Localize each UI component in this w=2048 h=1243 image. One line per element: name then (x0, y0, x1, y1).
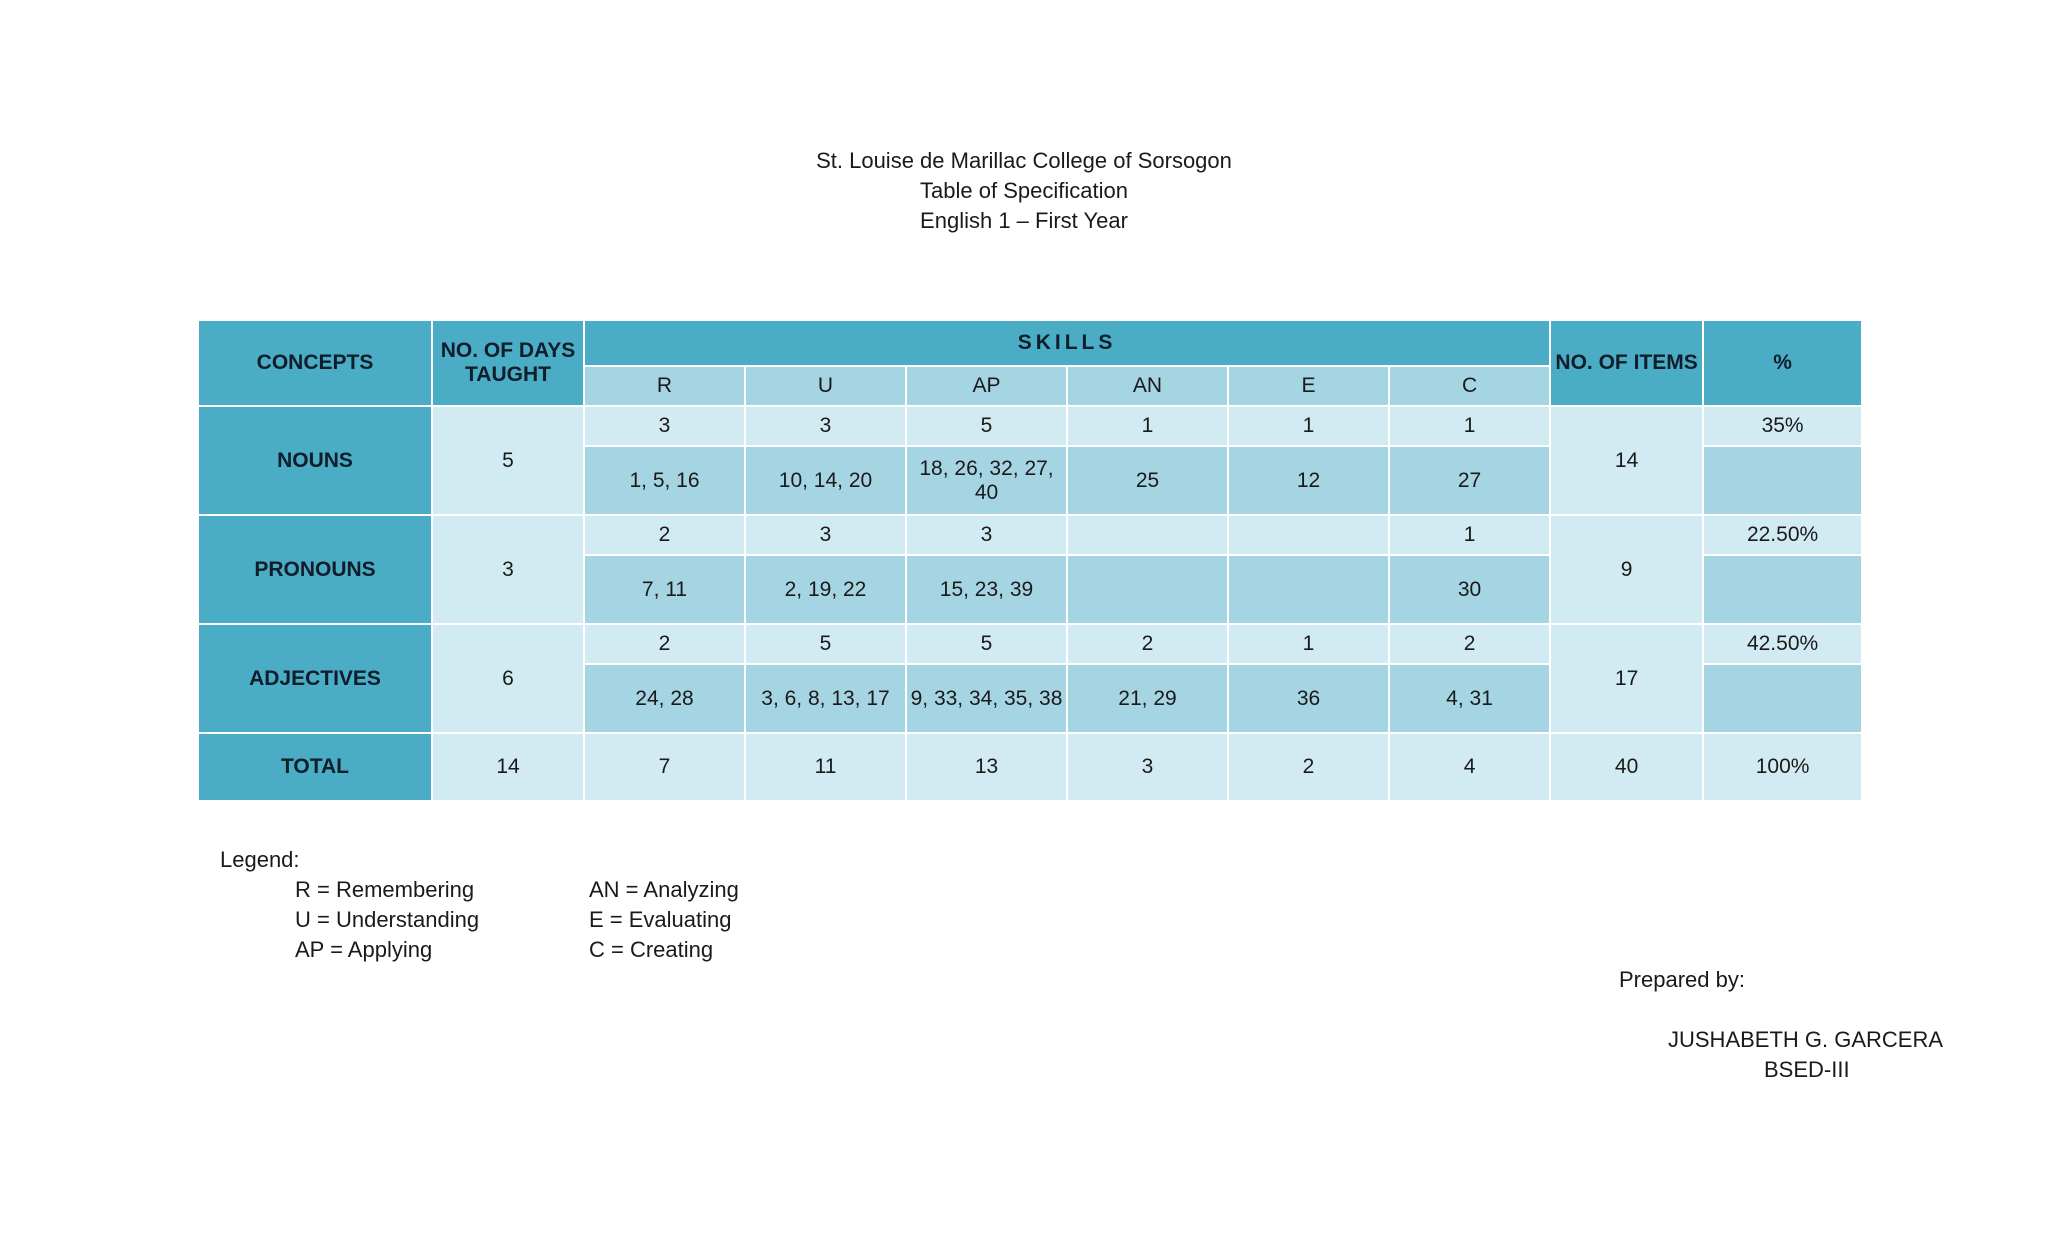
count-cell: 1 (1389, 515, 1550, 555)
empty-cell (1703, 446, 1862, 515)
legend-column-1 (295, 875, 479, 965)
table-row (198, 515, 1862, 555)
document-title: Table of Specification (920, 178, 1128, 203)
items-cell (1228, 555, 1389, 624)
items-cell: 36 (1228, 664, 1389, 733)
count-cell: 2 (1389, 624, 1550, 664)
legend-item: E = Evaluating (589, 907, 732, 932)
skill-header-e: E (1228, 366, 1389, 406)
days-cell: 6 (432, 624, 584, 733)
items-cell: 30 (1389, 555, 1550, 624)
items-cell: 12 (1228, 446, 1389, 515)
empty-cell (1703, 664, 1862, 733)
total-days-cell: 14 (432, 733, 584, 801)
total-items-cell: 9 (1550, 515, 1703, 624)
subject-title: English 1 – First Year (920, 208, 1128, 233)
items-cell: 7, 11 (584, 555, 745, 624)
legend-column-2 (589, 875, 739, 965)
count-cell: 1 (1389, 406, 1550, 446)
days-cell: 5 (432, 406, 584, 515)
skill-header-r: R (584, 366, 745, 406)
total-count-cell: 3 (1067, 733, 1228, 801)
header-days-taught: NO. OF DAYS TAUGHT (432, 320, 584, 406)
percent-cell: 42.50% (1703, 624, 1862, 664)
percent-cell: 22.50% (1703, 515, 1862, 555)
items-cell: 1, 5, 16 (584, 446, 745, 515)
legend-item: C = Creating (589, 937, 714, 962)
count-cell: 1 (1228, 406, 1389, 446)
items-cell: 24, 28 (584, 664, 745, 733)
legend-item: AN = Analyzing (589, 877, 739, 902)
document-heading (0, 146, 2048, 236)
total-count-cell: 13 (906, 733, 1067, 801)
count-cell: 5 (745, 624, 906, 664)
count-cell: 1 (1067, 406, 1228, 446)
header-items: NO. OF ITEMS (1550, 320, 1703, 406)
legend-item: U = Understanding (295, 907, 480, 932)
total-count-cell: 2 (1228, 733, 1389, 801)
items-cell: 21, 29 (1067, 664, 1228, 733)
total-items-cell: 17 (1550, 624, 1703, 733)
count-cell: 5 (906, 406, 1067, 446)
preparer-course: BSED-III (1764, 1057, 1850, 1082)
items-cell: 25 (1067, 446, 1228, 515)
total-items-cell: 40 (1550, 733, 1703, 801)
concept-cell: ADJECTIVES (198, 624, 432, 733)
total-count-cell: 4 (1389, 733, 1550, 801)
items-cell: 27 (1389, 446, 1550, 515)
count-cell: 5 (906, 624, 1067, 664)
items-cell: 18, 26, 32, 27, 40 (906, 446, 1067, 515)
concept-cell: PRONOUNS (198, 515, 432, 624)
total-count-cell: 7 (584, 733, 745, 801)
count-cell: 3 (745, 515, 906, 555)
header-skills: SKILLS (584, 320, 1550, 366)
items-cell: 15, 23, 39 (906, 555, 1067, 624)
days-cell: 3 (432, 515, 584, 624)
empty-cell (1703, 555, 1862, 624)
prepared-by-label: Prepared by: (1619, 967, 1745, 992)
table-row (198, 406, 1862, 446)
count-cell (1067, 515, 1228, 555)
items-cell: 10, 14, 20 (745, 446, 906, 515)
count-cell: 3 (906, 515, 1067, 555)
school-name: St. Louise de Marillac College of Sorsogon (816, 148, 1232, 173)
count-cell: 3 (584, 406, 745, 446)
table-row (198, 624, 1862, 664)
count-cell: 2 (1067, 624, 1228, 664)
skill-header-c: C (1389, 366, 1550, 406)
total-row (198, 733, 1862, 801)
specification-table (197, 319, 1863, 802)
total-percent-cell: 100% (1703, 733, 1862, 801)
percent-cell: 35% (1703, 406, 1862, 446)
items-cell: 2, 19, 22 (745, 555, 906, 624)
preparer-name: JUSHABETH G. GARCERA (1668, 1027, 1944, 1052)
count-cell: 3 (745, 406, 906, 446)
header-percent: % (1703, 320, 1862, 406)
count-cell: 2 (584, 624, 745, 664)
items-cell: 4, 31 (1389, 664, 1550, 733)
legend-item: AP = Applying (295, 937, 433, 962)
total-label: TOTAL (198, 733, 432, 801)
skill-header-ap: AP (906, 366, 1067, 406)
skill-header-an: AN (1067, 366, 1228, 406)
count-cell: 1 (1228, 624, 1389, 664)
legend-title: Legend: (220, 847, 300, 872)
items-cell: 9, 33, 34, 35, 38 (906, 664, 1067, 733)
total-items-cell: 14 (1550, 406, 1703, 515)
concept-cell: NOUNS (198, 406, 432, 515)
items-cell: 3, 6, 8, 13, 17 (745, 664, 906, 733)
count-cell (1228, 515, 1389, 555)
header-concepts: CONCEPTS (198, 320, 432, 406)
total-count-cell: 11 (745, 733, 906, 801)
count-cell: 2 (584, 515, 745, 555)
items-cell (1067, 555, 1228, 624)
legend-item: R = Remembering (295, 877, 475, 902)
skill-header-u: U (745, 366, 906, 406)
